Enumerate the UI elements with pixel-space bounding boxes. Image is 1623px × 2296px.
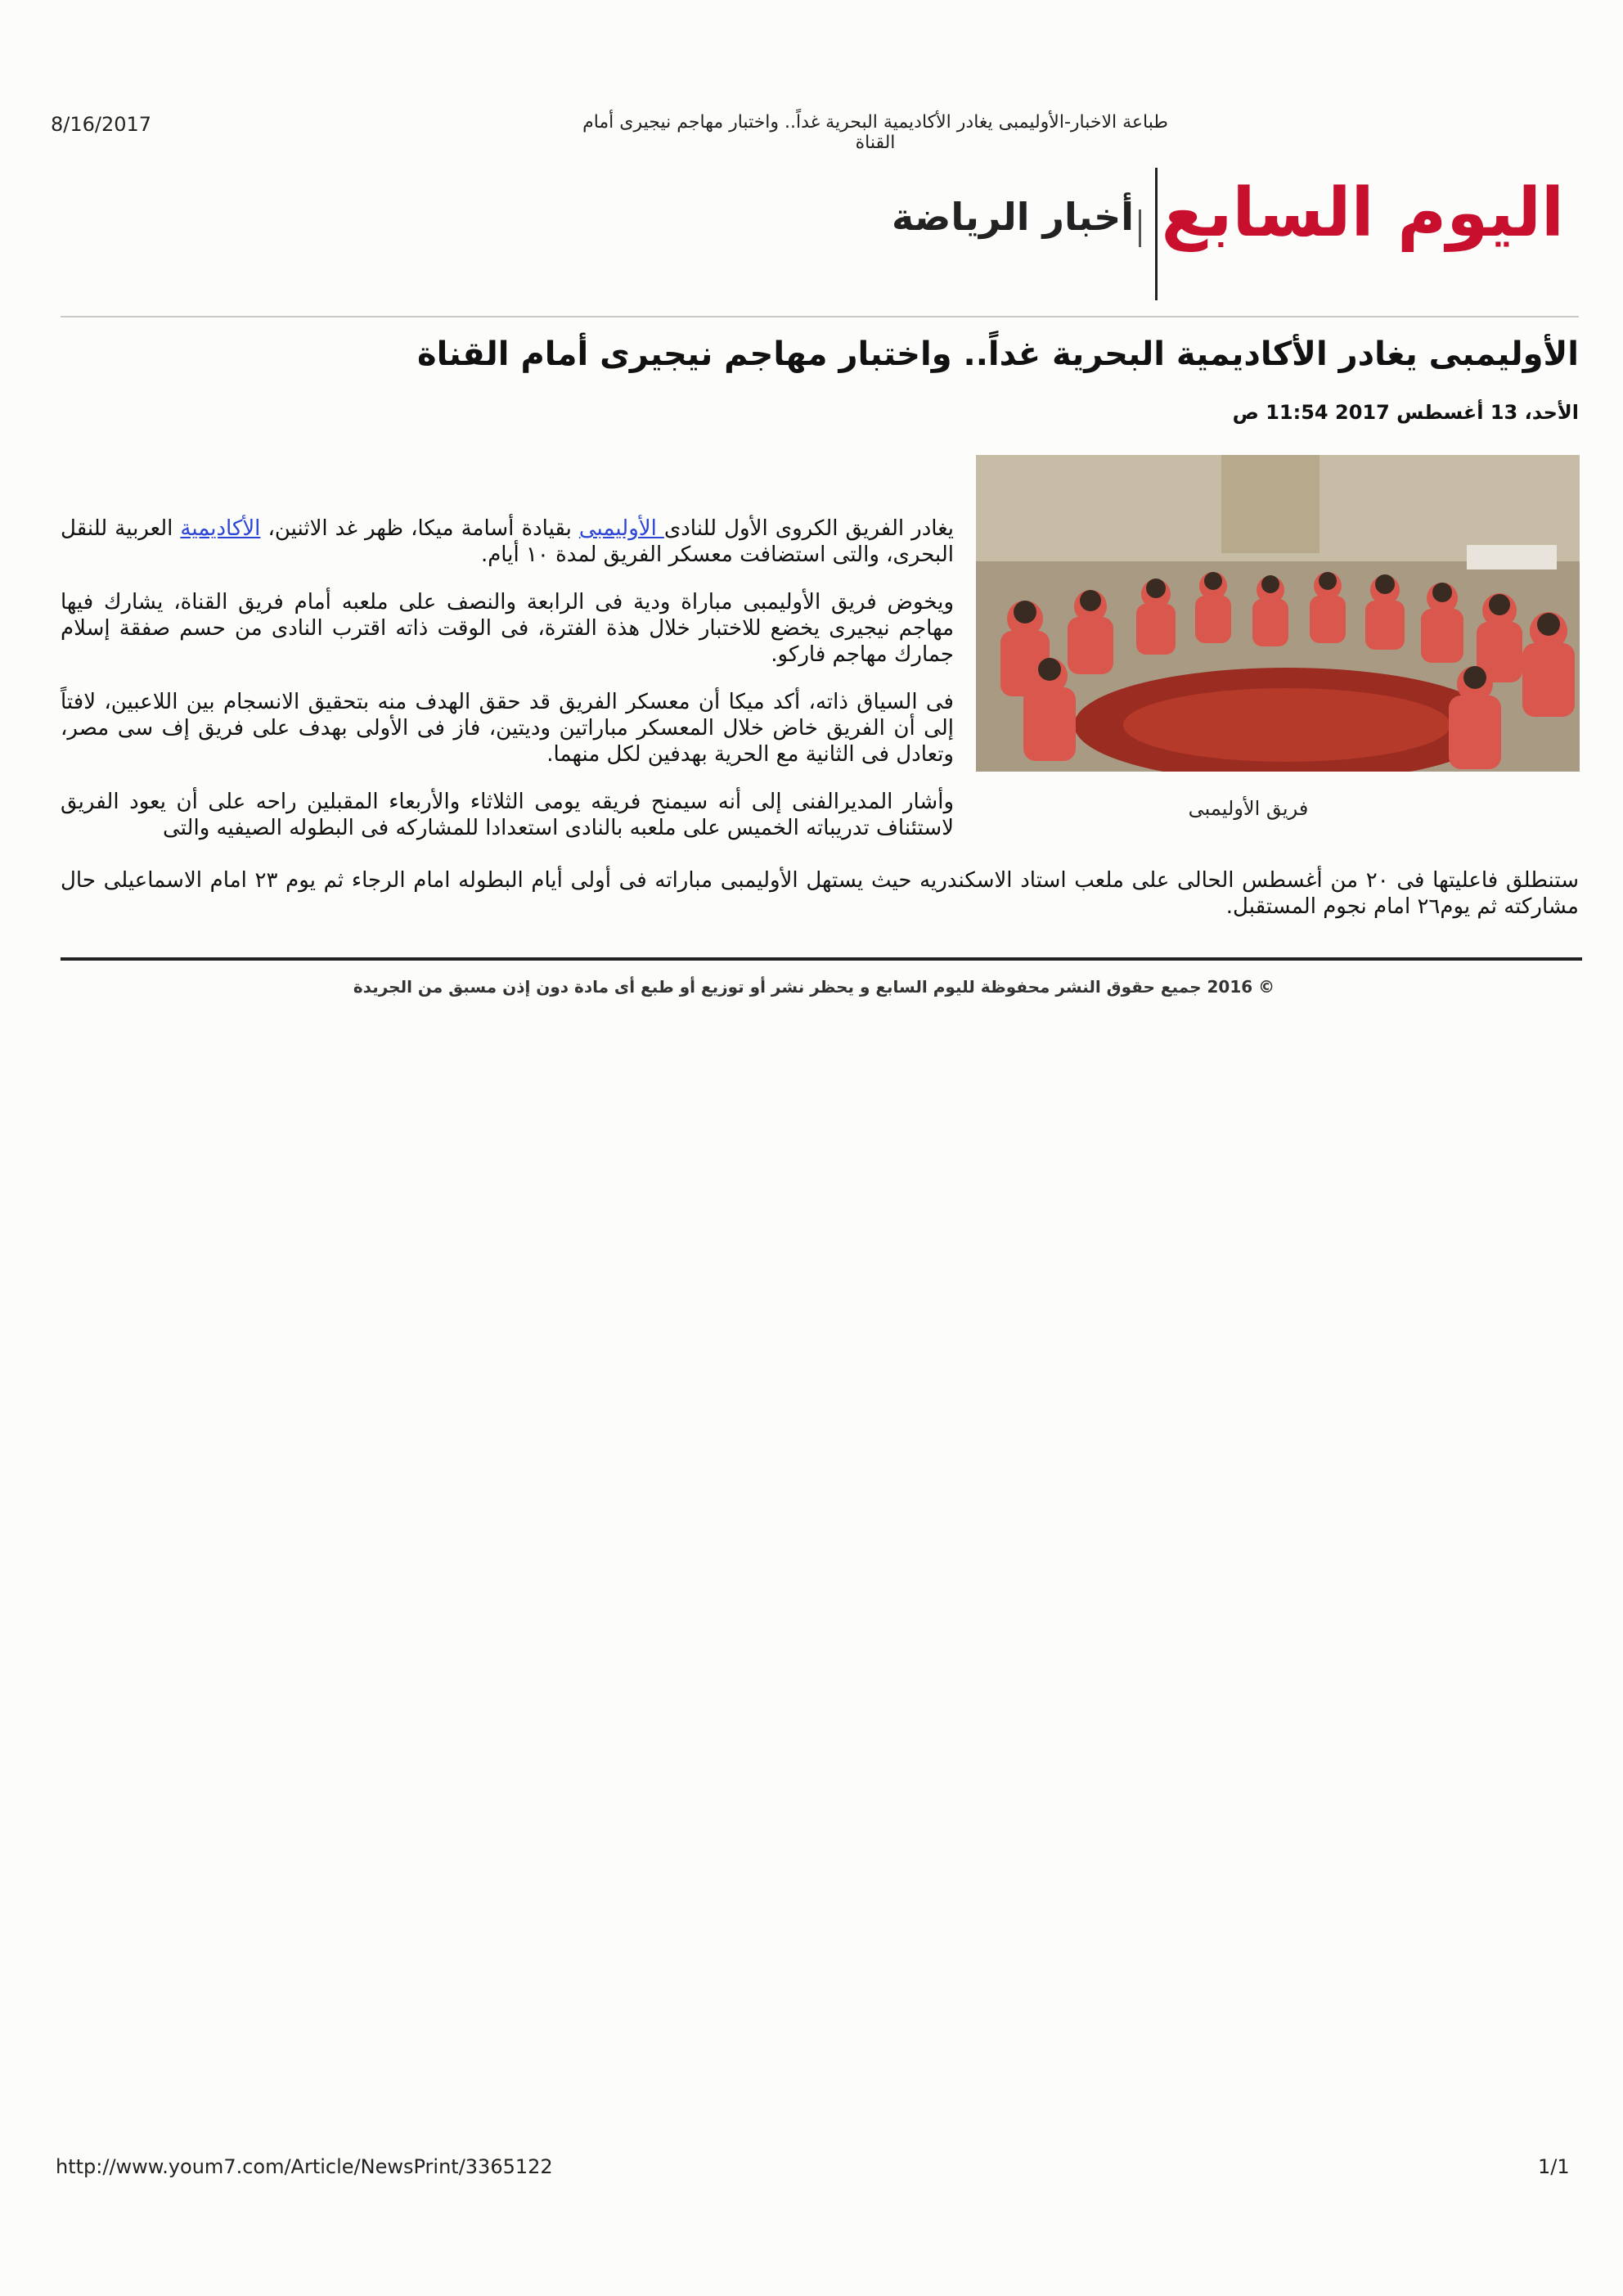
print-page-title: طباعة الاخبار-الأوليمبى يغادر الأكاديمية البحرية غداً.. واختبار مهاجم نيجيرى أمام القناة xyxy=(582,112,1168,153)
header-rule xyxy=(61,316,1579,317)
masthead-divider xyxy=(1155,168,1158,300)
article-headline: الأوليمبى يغادر الأكاديمية البحرية غداً.. واختبار مهاجم نيجيرى أمام القناة xyxy=(417,335,1579,373)
link-academy[interactable]: الأكاديمية xyxy=(180,516,261,541)
paragraph-text: يغادر الفريق الكروى الأول للنادى xyxy=(663,516,955,541)
section-separator xyxy=(1139,209,1141,247)
article-paragraph-continued: ستنطلق فاعليتها فى ٢٠ من أغسطس الحالى على ملعب استاد الاسكندريه حيث يستهل الأوليمبى مباراته فى أولى أيام البطوله امام الرجاء ثم يوم ٢٣ امام الاسماعيلى حال مشاركته ثم يوم٢٦ امام نجوم المستقبل. xyxy=(61,868,1580,919)
link-olympic[interactable]: الأوليمبى xyxy=(578,516,664,541)
footer-rule xyxy=(61,957,1582,961)
article-dateline: الأحد، 13 أغسطس 2017 11:54 ص xyxy=(1232,401,1579,424)
article-paragraph: وأشار المديرالفنى إلى أنه سيمنح فريقه يومى الثلاثاء والأربعاء المقبلين راحه على أن يعود الفريق لاستئناف تدريباته الخميس على ملعبه بالنادى استعدادا للمشاركه فى البطوله الصيفيه والتى xyxy=(61,790,954,840)
copyright-notice: © 2016 جميع حقوق النشر محفوظة لليوم السابع و يحظر نشر أو توزيع أو طبع أى مادة دون إذن مسبق من الجريدة xyxy=(353,977,1275,997)
article-paragraph: فى السياق ذاته، أكد ميكا أن معسكر الفريق قد حقق الهدف منه بتحقيق الانسجام بين اللاعبين، لافتاً إلى أن الفريق خاض خلال المعسكر مباراتين وديتين، فاز فى الأولى بهدف على فريق إف سى مصر، وتعادل فى الثانية مع الحرية بهدفين لكل منهما. xyxy=(61,690,954,767)
youm7-logo xyxy=(1161,174,1564,252)
article-paragraph: ويخوض فريق الأوليمبى مباراة ودية فى الرابعة والنصف على ملعبه أمام فريق القناة، يشارك فيها مهاجم نيجيرى يخضع للاختبار خلال هذة الفترة، فى الوقت ذاته اقترب النادى من حسم صفقة إسلام جمارك مهاجم فاركو. xyxy=(61,590,954,667)
photo-caption: فريق الأوليمبى xyxy=(1188,797,1309,820)
paragraph-text: العربية للنقل البحرى، والتى استضافت معسكر الفريق لمدة ١٠ أيام. xyxy=(61,516,954,567)
page-number: 1/1 xyxy=(1538,2155,1570,2178)
article-paragraph xyxy=(61,515,954,568)
print-date: 8/16/2017 xyxy=(51,113,152,136)
paragraph-text: بقيادة أسامة ميكا، ظهر غد الاثنين، xyxy=(260,516,579,541)
team-photo-illustration xyxy=(976,455,1580,772)
team-photo xyxy=(976,455,1580,772)
article-body xyxy=(61,515,954,862)
section-title: أخبار الرياضة xyxy=(891,195,1134,239)
logo-text: اليوم السابع xyxy=(1161,174,1564,252)
print-url: http://www.youm7.com/Article/NewsPrint/3365122 xyxy=(56,2155,553,2178)
